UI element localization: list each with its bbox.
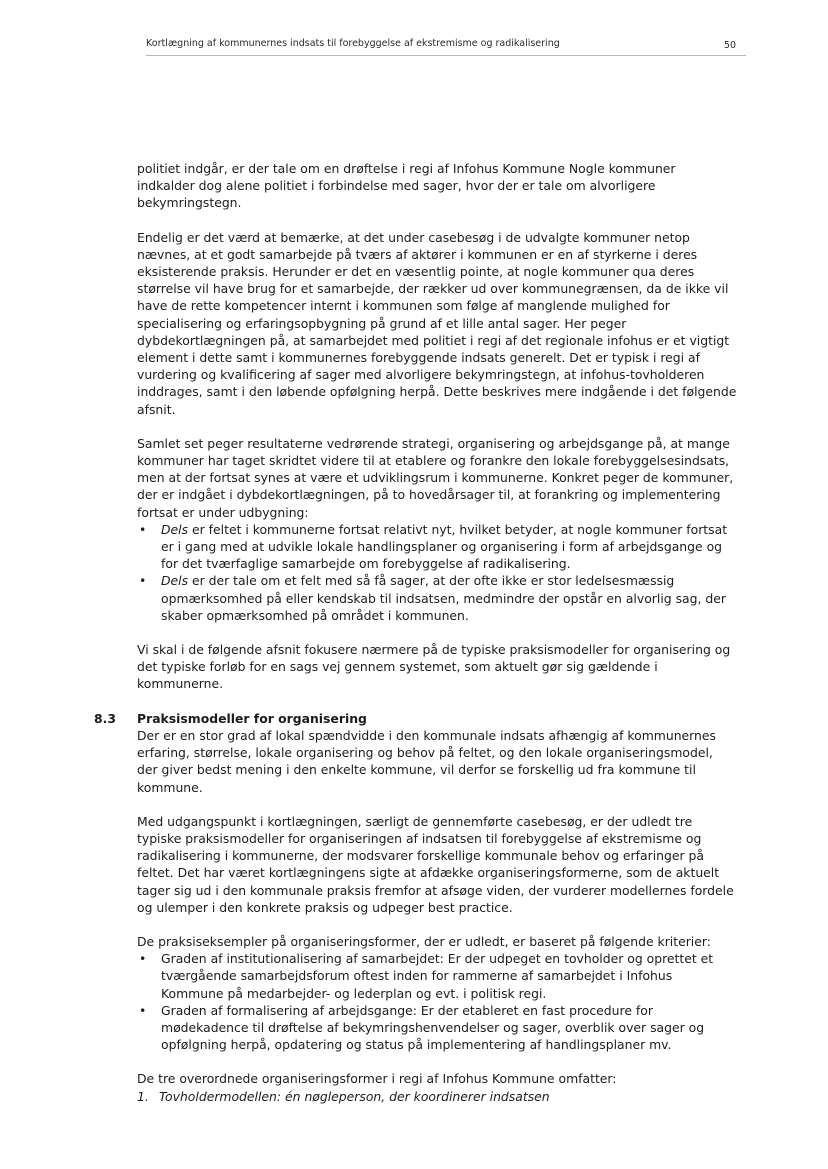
paragraph: Samlet set peger resultaterne vedrørende strategi, organisering og arbejdsgange på, at mange kommuner har taget skridtet videre til at etablere og forankre den lokale forebyggelsesindsats, men at der fortsat synes at være et udviklingsrum i kommunerne. Konkret peger de kommuner, der er indgået i dybdekortlægningen, på to hovedårsager til, at forankring og implementering fortsat er under udbygning: [137,435,734,520]
bullet-list [137,521,737,624]
section-heading [94,710,737,727]
item-text: Tovholdermodellen: én nøgleperson, der koordinerer indsatsen [159,1088,550,1104]
list-item-text: er feltet i kommunerne fortsat relativt nyt, hvilket betyder, at nogle kommuner fortsat er i gang med at udvikle lokale handlingsplaner og organisering i form af arbejdsgange og for det tværfaglige samarbejde om forebyggelse af radikalisering. [161,521,728,572]
paragraph: Vi skal i de følgende afsnit fokusere nærmere på de typiske praksismodeller for organisering og det typiske forløb for en sags vej gennem systemet, som aktuelt gør sig gældende i kommunerne. [137,642,731,692]
section-title: Praksismodeller for organisering [137,710,367,726]
section-number: 8.3 [94,710,116,726]
paragraph: De tre overordnede organiseringsformer i regi af Infohus Kommune omfatter: [137,1071,617,1087]
paragraph: De praksiseksempler på organiseringsformer, der er udledt, er baseret på følgende kriterier: [137,933,711,949]
list-item [137,521,737,573]
paragraph: politiet indgår, er der tale om en drøftelse i regi af Infohus Kommune Nogle kommuner indkalder dog alene politiet i forbindelse med sager, hvor der er tale om alvorligere bekymringstegn. [137,161,676,211]
list-item [137,572,737,624]
paragraph: Med udgangspunkt i kortlægningen, særligt de gennemførte casebesøg, er der udledt tre typiske praksismodeller for organiseringen af indsatsen til forebyggelse af ekstremisme og radikalisering i kommunerne, der modsvarer forskellige kommunale behov og erfaringer på feltet. Det har været kortlægningens sigte at afdække organiseringsformerne, som de aktuelt tager sig ud i den kommunale praksis fremfor at afsøge viden, der vurderer modellernes fordele og ulemper i den konkrete praksis og udpeger best practice. [137,813,734,915]
page-number: 50 [723,40,736,51]
page-body [94,160,737,1105]
page-header [146,38,746,49]
item-number: 1. [137,1088,149,1104]
bullet-list [137,950,737,1053]
emphasis: Dels [161,521,189,537]
numbered-item [137,1088,737,1105]
list-item: • Graden af institutionalisering af samarbejdet: Er der udpeget en tovholder og oprettet et tværgående samarbejdsforum oftest inden for rammerne af samarbejdet i Infohus Kommune på medarbejder- og lederplan og evt. i politisk regi. [137,950,737,1002]
list-item: • Graden af formalisering af arbejdsgange: Er der etableret en fast procedure for mødekadence til drøftelse af bekymringshenvendelser og sager, overblik over sager og opfølgning herpå, opdatering og status på implementering af handlingsplaner mv. [137,1002,737,1054]
running-title: Kortlægning af kommunernes indsats til forebyggelse af ekstremisme og radikalisering [146,38,560,49]
paragraph: Endelig er det værd at bemærke, at det under casebesøg i de udvalgte kommuner netop nævnes, at et godt samarbejde på tværs af aktører i kommunen er en af styrkerne i deres eksisterende praksis. Herunder er det en væsentlig pointe, at nogle kommuner qua deres størrelse vil have brug for et samarbejde, der rækker ud over kommunegrænsen, da de ikke vil have de rette kompetencer internt i kommunen som følge af manglende mulighed for specialisering og erfaringsopbygning på grund af et lille antal sager. Her peger dybdekortlægningen på, at samarbejdet med politiet i regi af det regionale infohus er et vigtigt element i dette samt i kommunernes forebyggende indsats generelt. Det er typisk i regi af vurdering og kvalificering af sager med alvorligere bekymringstegn, at infohus-tovholderen inddrages, samt i den løbende opfølgning herpå. Dette beskrives mere indgående i det følgende afsnit. [137,229,737,417]
emphasis: Dels [161,573,189,589]
list-item-text: er der tale om et felt med så få sager, at der ofte ikke er stor ledelsesmæssig opmærksomhed på eller kendskab til indsatsen, medmindre der opstår en alvorlig sag, der skaber opmærksomhed på området i kommunen. [161,573,726,623]
header-rule [146,55,746,56]
paragraph: Der er en stor grad af lokal spændvidde i den kommunale indsats afhængig af kommunernes erfaring, størrelse, lokale organisering og behov på feltet, og den lokale organiseringsmodel, der giver bedst mening i den enkelte kommune, vil derfor se forskellig ud fra kommune til kommune. [137,727,716,795]
